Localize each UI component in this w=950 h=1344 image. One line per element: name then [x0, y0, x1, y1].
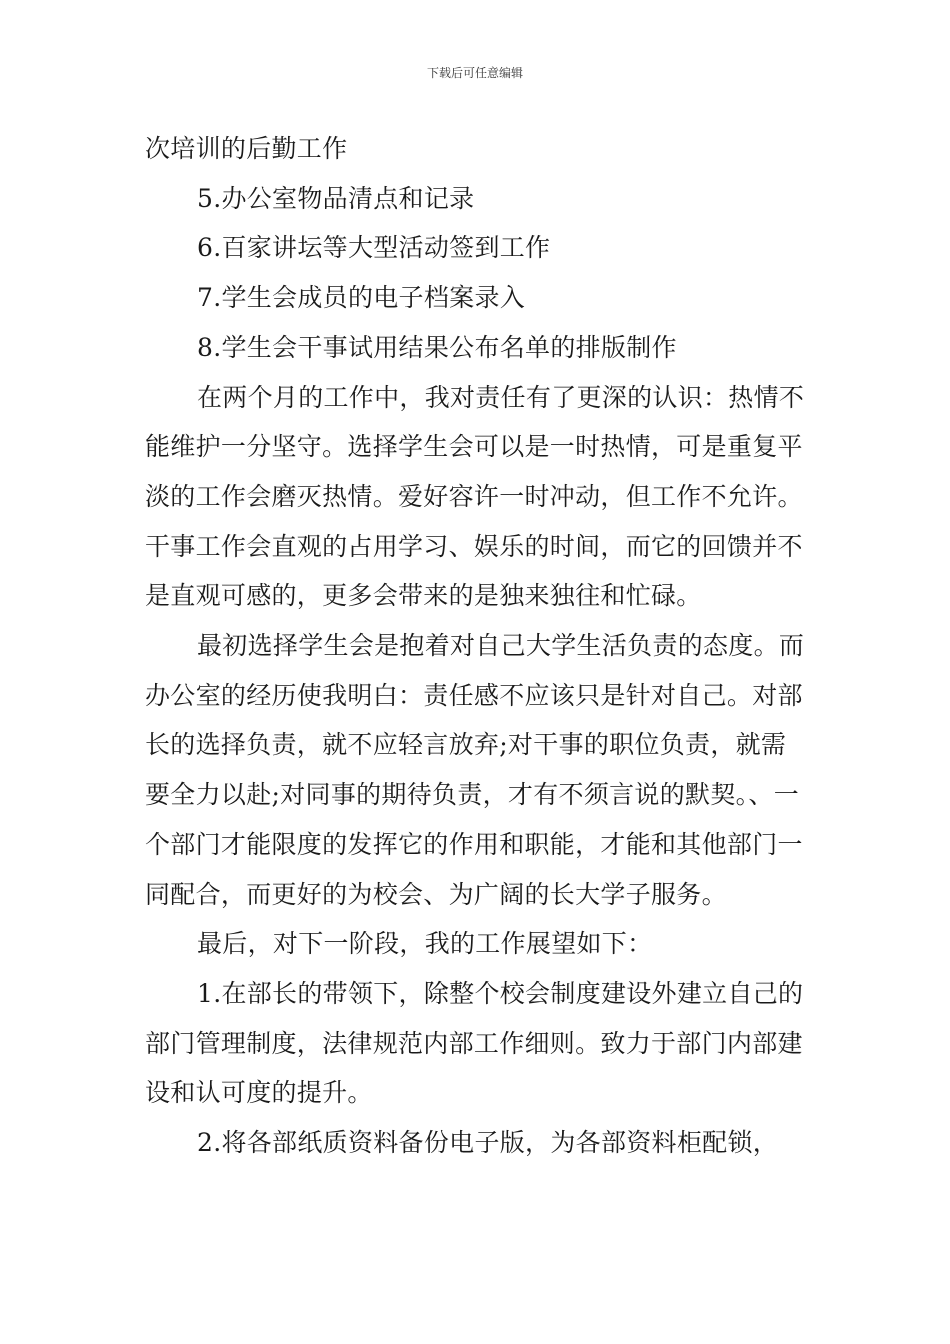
outlook-item-2: 2.将各部纸质资料备份电子版，为各部资料柜配锁， — [197, 1128, 779, 1158]
paragraph-choice: 最初选择学生会是抱着对自己大学生活负责的态度。而办公室的经历使我明白：责任感不应该只是针对自己。对部长的选择负责，就不应轻言放弃;对干事的职位负责，就需要全力以赴;对同事的期待负责，才有不须言说的默契。、一个部门才能限度的发挥它的作用和职能，才能和其他部门一同配合，而更好的为校会、为广阔的长大学子服务。 — [145, 631, 805, 909]
list-item-8: 8.学生会干事试用结果公布名单的排版制作 — [197, 332, 677, 362]
list-item-7: 7.学生会成员的电子档案录入 — [197, 283, 526, 313]
paragraph-continuation: 次培训的后勤工作 — [145, 134, 348, 163]
document-body — [145, 124, 810, 1168]
paragraph-outlook-intro: 最后，对下一阶段，我的工作展望如下： — [197, 929, 653, 959]
list-item-5: 5.办公室物品清点和记录 — [197, 183, 475, 213]
list-item-6: 6.百家讲坛等大型活动签到工作 — [197, 233, 551, 263]
paragraph-responsibility: 在两个月的工作中，我对责任有了更深的认识：热情不能维护一分坚守。选择学生会可以是一时热情，可是重复平淡的工作会磨灭热情。爱好容许一时冲动，但工作不允许。干事工作会直观的占用学习、娱乐的时间，而它的回馈并不是直观可感的，更多会带来的是独来独往和忙碌。 — [145, 382, 805, 611]
page-header: 下载后可任意编辑 — [426, 66, 523, 80]
outlook-item-1: 1.在部长的带领下，除整个校会制度建设外建立自己的部门管理制度，法律规范内部工作细则。致力于部门内部建设和认可度的提升。 — [145, 978, 804, 1108]
